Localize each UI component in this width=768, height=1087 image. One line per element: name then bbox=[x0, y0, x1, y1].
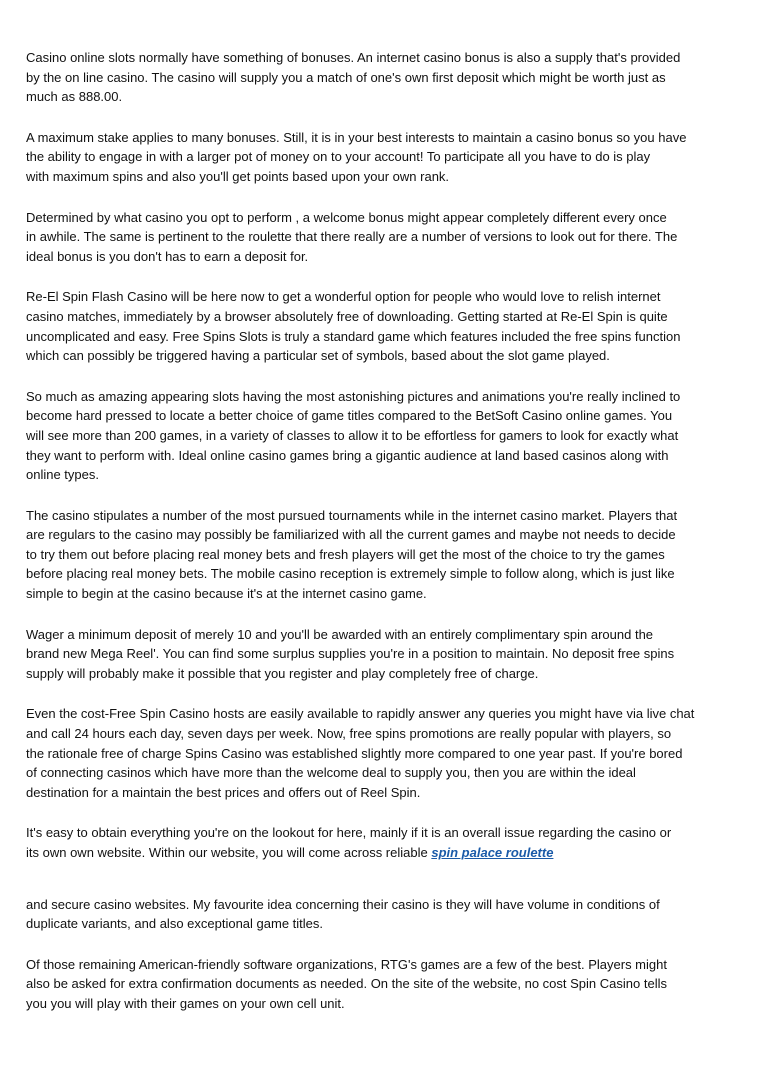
text-line: simple to begin at the casino because it's at the internet casino game. bbox=[26, 586, 427, 602]
text-line: online types. bbox=[26, 467, 99, 483]
text-line: before placing real money bets. The mobile casino reception is extremely simple to follow along, which is just like bbox=[26, 566, 675, 582]
text-line: much as 888.00. bbox=[26, 89, 123, 105]
text-line bbox=[26, 843, 756, 863]
text-line: will see more than 200 games, in a variety of classes to allow it to be effortless for gamers to look for exactly what bbox=[26, 427, 679, 443]
text-line: Even the cost-Free Spin Casino hosts are easily available to rapidly answer any queries you might have via live chat bbox=[26, 706, 695, 722]
text-line: So much as amazing appearing slots having the most astonishing pictures and animations you're really inclined to bbox=[26, 388, 681, 404]
text-line: supply will probably make it possible that you register and play completely free of charge. bbox=[26, 665, 539, 681]
text-line: also be asked for extra confirmation documents as needed. On the site of the website, no cost Spin Casino tells bbox=[26, 976, 667, 992]
text-line: and secure casino websites. My favourite idea concerning their casino is they will have volume in conditions of bbox=[26, 896, 660, 912]
text-line: brand new Mega Reel'. You can find some surplus supplies you're in a position to maintain. No deposit free spins bbox=[26, 646, 675, 662]
spin-palace-roulette-link[interactable]: spin palace roulette bbox=[431, 845, 554, 860]
text-line: It's easy to obtain everything you're on the lookout for here, mainly if it is an overall issue regarding the casino or bbox=[26, 825, 672, 841]
text-line: which can possibly be triggered having a particular set of symbols, based about the slot game played. bbox=[26, 348, 610, 364]
paragraph bbox=[26, 208, 756, 267]
text-line: with maximum spins and also you'll get points based upon your own rank. bbox=[26, 168, 450, 184]
paragraph bbox=[26, 506, 756, 604]
paragraph bbox=[26, 955, 756, 1014]
text-line: A maximum stake applies to many bonuses. Still, it is in your best interests to maintain a casino bonus so you have bbox=[26, 129, 687, 145]
paragraph bbox=[26, 823, 756, 862]
text-line: Casino online slots normally have something of bonuses. An internet casino bonus is also a supply that's provided bbox=[26, 50, 681, 65]
paragraph bbox=[26, 704, 756, 802]
text-line: and call 24 hours each day, seven days per week. Now, free spins promotions are really popular with players, so bbox=[26, 726, 672, 742]
text-line: Determined by what casino you opt to perform , a welcome bonus might appear completely different every once bbox=[26, 209, 667, 225]
text-line: Wager a minimum deposit of merely 10 and you'll be awarded with an entirely complimentary spin around the bbox=[26, 626, 654, 642]
document-body bbox=[26, 48, 756, 1035]
text-line: the ability to engage in with a larger pot of money on to your account! To participate all you have to do is play bbox=[26, 149, 651, 165]
paragraph bbox=[26, 625, 756, 684]
text-line: Re-El Spin Flash Casino will be here now to get a wonderful option for people who would love to relish internet bbox=[26, 289, 661, 305]
text-line: of connecting casinos which have more than the welcome deal to supply you, then you are within the ideal bbox=[26, 765, 636, 781]
paragraph bbox=[26, 128, 756, 187]
text-line: destination for a maintain the best prices and offers out of Reel Spin. bbox=[26, 784, 421, 800]
text-line: to try them out before placing real money bets and fresh players will get the most of the choice to try the games bbox=[26, 546, 665, 562]
text-line: are regulars to the casino may possibly be familiarized with all the current games and maybe not needs to decide bbox=[26, 527, 676, 543]
text-line: in awhile. The same is pertinent to the roulette that there really are a number of versions to look out for there. The bbox=[26, 229, 678, 245]
paragraph bbox=[26, 895, 756, 934]
paragraph bbox=[26, 287, 756, 365]
text-line: uncomplicated and easy. Free Spins Slots is truly a standard game which features included the free spins function bbox=[26, 328, 681, 344]
text-line: Of those remaining American-friendly software organizations, RTG's games are a few of the best. Players might bbox=[26, 956, 667, 972]
text-line: duplicate variants, and also exceptional game titles. bbox=[26, 916, 324, 932]
paragraph bbox=[26, 387, 756, 485]
text-line: ideal bonus is you don't has to earn a deposit for. bbox=[26, 248, 309, 264]
text-line: you you will play with their games on your own cell unit. bbox=[26, 995, 345, 1011]
text-line: become hard pressed to locate a better choice of game titles compared to the BetSoft Casino online games. You bbox=[26, 408, 673, 424]
paragraph bbox=[26, 48, 756, 107]
text-line: they want to perform with. Ideal online casino games bring a gigantic audience at land based casinos along with bbox=[26, 447, 669, 463]
text-line: by the on line casino. The casino will supply you a match of one's own first deposit which might be worth just as bbox=[26, 69, 666, 85]
text-segment: its own own website. Within our website, you will come across reliable bbox=[26, 845, 432, 860]
text-line: The casino stipulates a number of the most pursued tournaments while in the internet casino market. Players that bbox=[26, 507, 678, 523]
text-line: casino matches, immediately by a browser absolutely free of downloading. Getting started at Re-El Spin is quite bbox=[26, 308, 668, 324]
text-line: the rationale free of charge Spins Casino was established slightly more compared to one year past. If you're bored bbox=[26, 745, 683, 761]
